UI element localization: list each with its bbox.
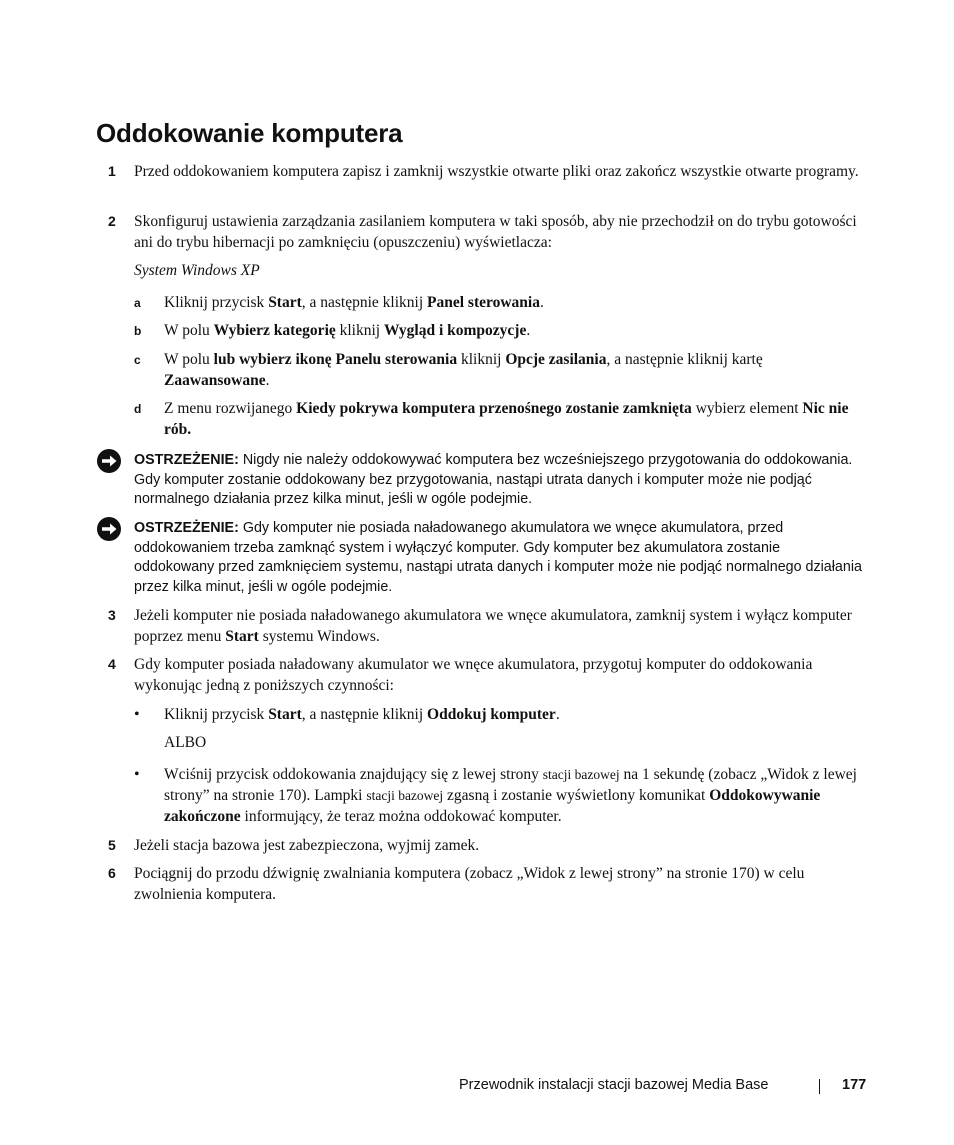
substep-a: a Kliknij przycisk Start, a następnie kliknij Panel sterowania. [164,292,864,313]
step-6 [108,863,862,905]
or-separator: ALBO [164,734,207,751]
substep-letter: c [134,353,141,367]
step-1 [108,161,862,182]
warning-label: OSTRZEŻENIE: [134,452,239,468]
substep-d: d Z menu rozwijanego Kiedy pokrywa komputera przenośnego zostanie zamknięta wybierz element Nic nie rób. [134,400,849,438]
warning-2 [134,519,862,597]
substep-b: b W polu Wybierz kategorię kliknij Wygląd i kompozycje. [164,320,864,341]
warning-text: Nigdy nie należy oddokowywać komputera bez wcześniejszego przygotowania do oddokowania. Gdy komputer zostanie oddokowany bez przygotowania, nastąpi utrata danych i komputer może nie podjąć normalnego działania przez kilka minut, jeśli w ogóle podejmie. [134,452,853,507]
warning-label: OSTRZEŻENIE: [134,520,239,536]
step-text: Gdy komputer posiada naładowany akumulator we wnęce akumulatora, przygotuj komputer do oddokowania wykonując jedną z poniższych czynności: [134,656,813,694]
warning-icon [96,448,122,474]
substep-letter: a [134,296,141,310]
page-number: 177 [842,1077,867,1093]
step-number: 6 [108,865,116,881]
step-text: Pociągnij do przodu dźwignię zwalniania komputera (zobacz „Widok z lewej strony” na stronie 170) w celu zwolnienia komputera. [134,865,805,903]
step-text: Przed oddokowaniem komputera zapisz i zamknij wszystkie otwarte pliki oraz zakończ wszystkie otwarte programy. [134,163,859,180]
step-5 [108,835,862,856]
bullet-marker: • [134,766,140,783]
step-number: 3 [108,607,116,623]
step-4 [108,654,862,696]
warning-icon [96,516,122,542]
step-number: 1 [108,163,116,179]
step-3: 3 Jeżeli komputer nie posiada naładowanego akumulatora we wnęce akumulatora, zamknij system i wyłącz komputer poprzez menu Start systemu Windows. [108,607,852,645]
step-text: Jeżeli stacja bazowa jest zabezpieczona, wyjmij zamek. [134,837,480,854]
warning-text: Gdy komputer nie posiada naładowanego akumulatora we wnęce akumulatora, przed oddokowaniem trzeba zamknąć system i wyłączyć komputer. Gdy komputer bez akumulatora zostanie oddokowany przed zamknięciem systemu, nastąpi utrata danych i komputer może nie podjąć normalnego działania przez kilka minut, jeśli w ogóle podejmie. [134,520,862,595]
step-2 [108,211,862,253]
footer-divider [819,1079,820,1094]
substep-c: c W polu lub wybierz ikonę Panelu sterowania kliknij Opcje zasilania, a następnie kliknij kartę Zaawansowane. [134,351,763,389]
bullet-item-1: • Kliknij przycisk Start, a następnie kliknij Oddokuj komputer. [134,706,560,723]
step-number: 4 [108,656,116,672]
step-number: 2 [108,213,116,229]
bullet-item-2: • Wciśnij przycisk oddokowania znajdujący się z lewej strony stacji bazowej na 1 sekundę (zobacz „Widok z lewej strony” na stronie 170). Lampki stacji bazowej zgasną i zostanie wyświetlony komunikat Oddokowywanie zakończone informujący, że teraz można oddokować komputer. [134,766,857,825]
page-title: Oddokowanie komputera [96,118,403,148]
substep-letter: b [134,324,142,338]
substep-letter: d [134,402,142,416]
bullet-marker: • [134,706,140,723]
step-text: Skonfiguruj ustawienia zarządzania zasilaniem komputera w taki sposób, aby nie przechodził on do trybu gotowości ani do trybu hibernacji po zamknięciu (opuszczeniu) wyświetlacza: [134,213,857,251]
warning-1 [134,451,862,510]
footer-title: Przewodnik instalacji stacji bazowej Media Base [459,1077,769,1093]
os-label: System Windows XP [134,262,260,279]
step-number: 5 [108,837,116,853]
